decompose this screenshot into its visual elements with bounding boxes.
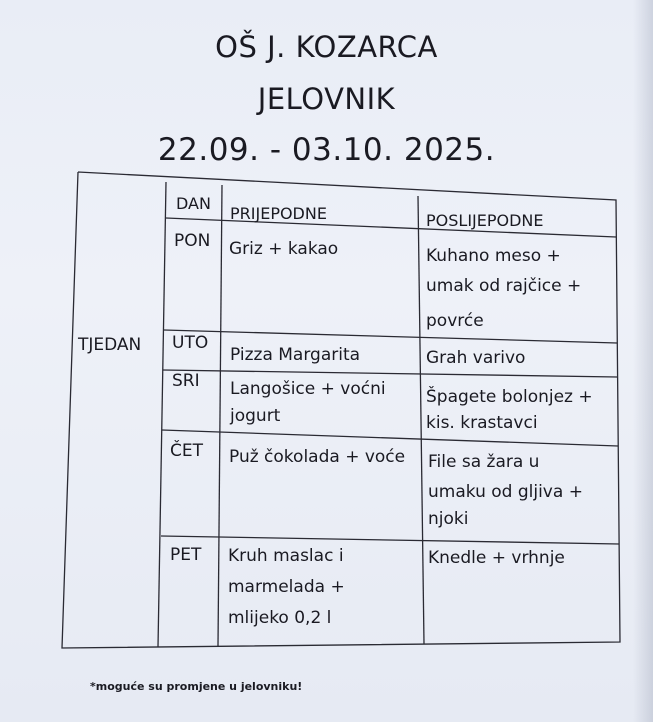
tjedan-label: TJEDAN [78,335,142,355]
morning-column-border [418,196,424,644]
day-column-border [218,185,222,646]
sri-afternoon-line-1: Špagete bolonjez + [426,387,593,407]
pon-afternoon-line-2: umak od rajčice + [426,276,582,296]
pon-morning-line-1: Griz + kakao [229,239,339,259]
sri-morning-line-1: Langošice + voćni [230,379,386,399]
day-cet: ČET [170,441,203,461]
menu-period: 22.09. - 03.10. 2025. [157,132,496,168]
tjedan-column-border [158,182,166,647]
day-pon: PON [174,231,211,251]
header-day: DAN [176,194,211,213]
sri-morning-line-2: jogurt [230,406,281,426]
day-sri: SRI [172,371,200,391]
footnote: *moguće su promjene u jelovniku! [90,680,303,693]
cet-afternoon-line-2: umaku od gljiva + [428,482,583,502]
cet-afternoon-line-1: File sa žara u [428,452,540,472]
day-pet: PET [170,545,202,565]
pet-morning-line-1: Kruh maslac i [228,546,344,566]
header-morning: PRIJEPODNE [230,204,327,223]
uto-afternoon-line-1: Grah varivo [426,348,526,368]
pon-afternoon-line-1: Kuhano meso + [426,246,561,266]
document-title: JELOVNIK [257,82,396,116]
pon-afternoon-line-3: povrće [426,311,484,331]
uto-morning-line-1: Pizza Margarita [230,345,361,365]
pet-morning-line-3: mlijeko 0,2 l [228,608,332,628]
sri-afternoon-line-2: kis. krastavci [426,413,538,433]
pet-afternoon-line-1: Knedle + vrhnje [428,548,565,568]
day-uto: UTO [172,333,209,353]
cet-afternoon-line-3: njoki [428,509,469,529]
pet-morning-line-2: marmelada + [228,577,345,597]
header-afternoon: POSLIJEPODNE [426,211,544,230]
cet-morning-line-1: Puž čokolada + voće [229,447,406,467]
school-name: OŠ J. KOZARCA [215,30,438,64]
